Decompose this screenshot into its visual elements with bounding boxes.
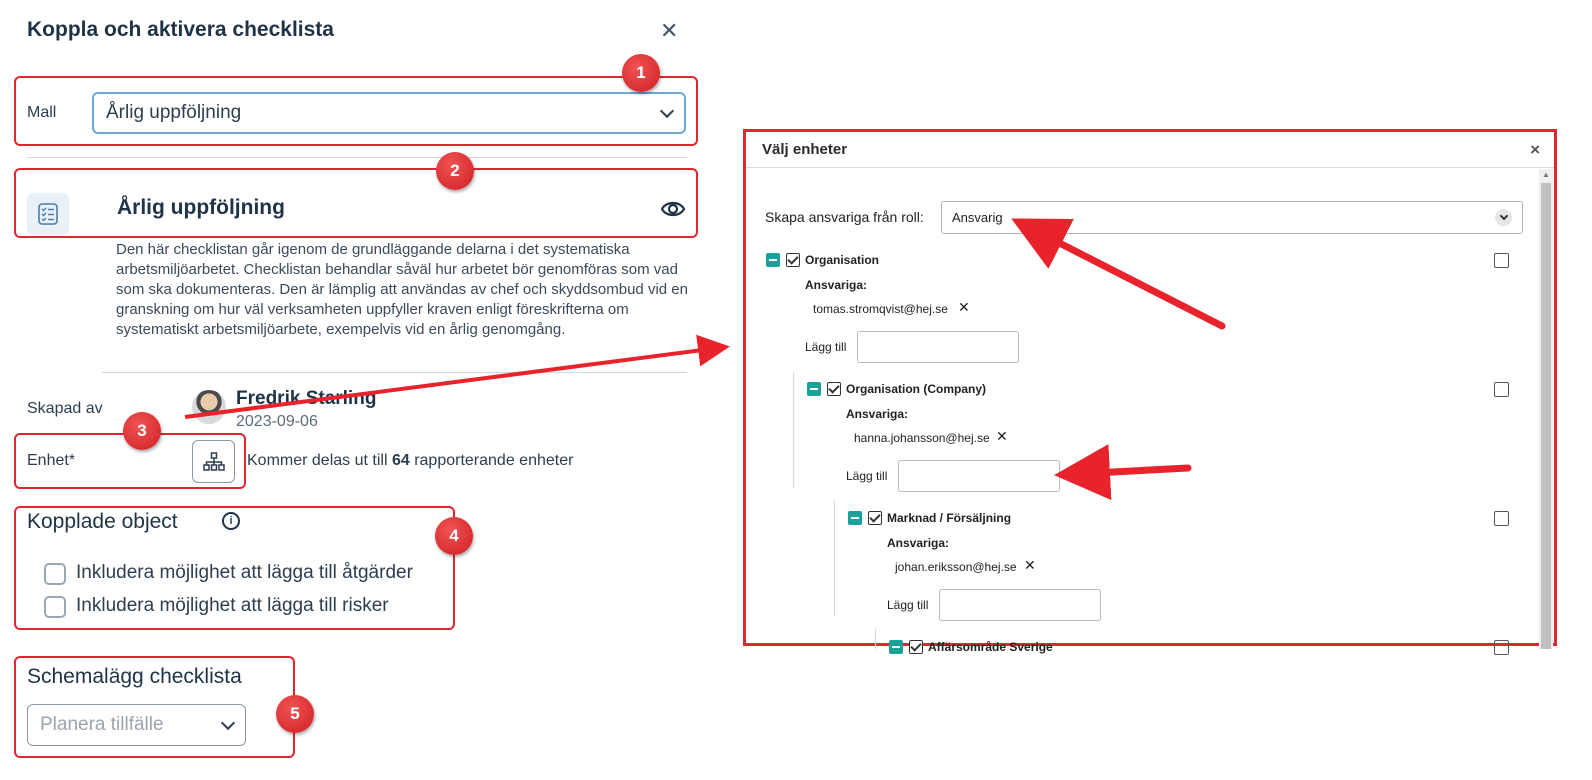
template-label: Mall — [27, 104, 57, 121]
annotation-badge-1: 1 — [622, 54, 660, 92]
remove-icon[interactable]: ✕ — [958, 299, 970, 315]
unit-label: Enhet* — [27, 452, 76, 469]
annotation-badge-2: 2 — [436, 152, 474, 190]
responsible-email: hanna.johansson@hej.se — [854, 431, 990, 445]
node-name-organisation: Organisation — [805, 253, 880, 267]
responsible-label: Ansvariga: — [805, 278, 868, 292]
role-select-value: Ansvarig — [952, 210, 1003, 225]
schedule-title: Schemalägg checklista — [27, 665, 242, 688]
arrow-to-dialog — [185, 348, 718, 417]
include-actions-label: Inkludera möjlighet att lägga till åtgärder — [76, 562, 413, 583]
annotation-badge-4: 4 — [435, 517, 473, 555]
arrow-to-role-select — [1030, 228, 1222, 326]
checklist-description: Den här checklistan går igenom de grundläggande delarna i det systematiska arbetsmiljöarbetet. Checklistan behandlar såväl hur arbetet bör genomföras som vad som ska dokumenteras. Den är lämplig att användas av chef och skyddsombud vid en granskning om hur väl verksamheten uppfyller kraven enligt föreskrifterna om systematiskt arbetsmiljöarbete, exempelvis vid en årlig genomgång. — [116, 241, 688, 338]
responsible-email: tomas.stromqvist@hej.se — [813, 302, 948, 316]
remove-icon[interactable]: ✕ — [996, 428, 1008, 444]
distribution-suffix: rapporterande enheter — [414, 452, 574, 469]
node-name-affarsomrade: Affärsområde Sverige — [928, 640, 1053, 654]
responsible-label: Ansvariga: — [887, 536, 950, 550]
creator-name: Fredrik Starling — [236, 388, 377, 409]
dialog-close-icon[interactable]: × — [1530, 140, 1540, 159]
add-label: Lägg till — [846, 469, 888, 483]
info-icon[interactable]: i — [222, 512, 240, 530]
annotation-badge-3: 3 — [123, 412, 161, 450]
role-label: Skapa ansvariga från roll: — [765, 209, 924, 225]
created-date: 2023-09-06 — [236, 413, 318, 430]
include-risks-label: Inkludera möjlighet att lägga till risker — [76, 595, 389, 616]
checklist-title: Årlig uppföljning — [117, 196, 285, 219]
created-by-label: Skapad av — [27, 400, 103, 417]
remove-icon[interactable]: ✕ — [1024, 557, 1036, 573]
responsible-email: johan.eriksson@hej.se — [895, 560, 1017, 574]
distribution-prefix: Kommer delas ut till — [247, 452, 388, 469]
linked-objects-title: Kopplade object — [27, 510, 178, 533]
arrow-to-add-input — [1075, 468, 1188, 474]
add-label: Lägg till — [887, 598, 929, 612]
scroll-up-arrow-icon[interactable]: ▲ — [1542, 170, 1550, 179]
page-title: Koppla och aktivera checklista — [27, 18, 334, 41]
dialog-title: Välj enheter — [762, 141, 848, 158]
close-icon[interactable]: ✕ — [660, 18, 679, 43]
responsible-label: Ansvariga: — [846, 407, 909, 421]
template-select-value: Årlig uppföljning — [106, 102, 242, 123]
annotation-badge-5: 5 — [276, 695, 314, 733]
node-name-organisation-company: Organisation (Company) — [846, 382, 987, 396]
distribution-count: 64 — [391, 452, 410, 469]
add-label: Lägg till — [805, 340, 847, 354]
node-name-marknad: Marknad / Försäljning — [887, 511, 1012, 525]
schedule-placeholder: Planera tillfälle — [40, 714, 164, 735]
